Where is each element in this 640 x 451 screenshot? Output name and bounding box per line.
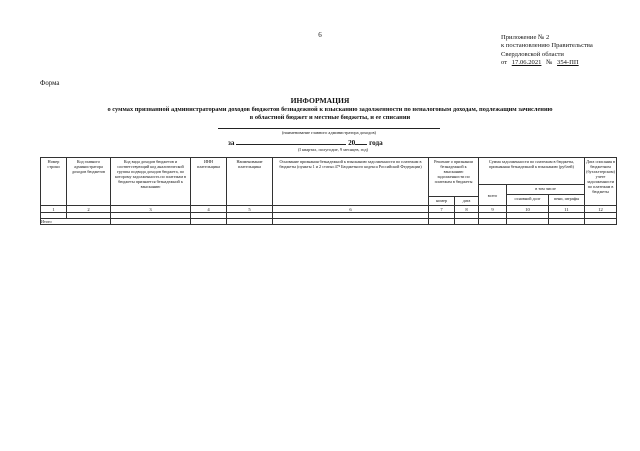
number-prefix: № [546, 59, 553, 67]
page-number: 6 [318, 31, 322, 39]
column-number: 6 [273, 206, 429, 213]
period-suffix: года [369, 139, 383, 147]
header-main-debt: основной долг [507, 195, 549, 206]
column-number: 8 [455, 206, 479, 213]
header-income-code: Код вида доходов бюджетов и соответствующий код аналитической группы подвида доходов бюджета, по которому задолженность по платежам в бюджеты признается безнадежной к взысканию [111, 158, 191, 206]
column-number: 3 [111, 206, 191, 213]
number-value: 354-ПП [557, 59, 579, 67]
header-inn: ИНН плательщика [191, 158, 227, 206]
year-prefix: 20 [348, 139, 356, 147]
date-prefix: от [501, 59, 508, 67]
column-number: 7 [429, 206, 455, 213]
annex-date-line [501, 59, 593, 67]
column-number: 5 [227, 206, 273, 213]
header-decision-number: номер [429, 197, 455, 206]
column-number-row [41, 206, 617, 213]
info-table [40, 157, 617, 225]
header-penalties: пени, штрафы [549, 195, 585, 206]
header-payer-name: Наименование плательщика [227, 158, 273, 206]
column-number: 1 [41, 206, 67, 213]
subtitle-line-1: о суммах признанной администраторами доходов бюджетов безнадежной к взысканию задолженности по неналоговым доходам, подлежащим зачислению [107, 106, 553, 113]
header-admin-code: Код главного администратора доходов бюджетов [67, 158, 111, 206]
period-prefix: за [228, 139, 235, 147]
total-label: Итого [41, 219, 111, 225]
header-basis: Основание признания безнадежной к взысканию задолженности по платежам в бюджеты (пункты 1 и 2 статьи 47² Бюджетного кодекса Российской Федерации) [273, 158, 429, 206]
period-row [228, 138, 438, 147]
column-number: 10 [507, 206, 549, 213]
header-decision-date: дата [455, 197, 479, 206]
header-debt-sum: Сумма задолженности по платежам в бюджеты, признанная безнадежной к взысканию (рублей) [479, 158, 585, 185]
admin-name-field [218, 128, 440, 129]
date-value: 17.06.2021 [511, 59, 542, 67]
header-total: всего [479, 185, 507, 206]
document-title: ИНФОРМАЦИЯ [290, 96, 350, 105]
admin-name-caption: (наименование главного администратора доходов) [281, 130, 377, 135]
column-number: 11 [549, 206, 585, 213]
annex-line-2: к постановлению Правительства [501, 42, 593, 50]
subtitle-line-2: в областной бюджет и местные бюджеты, и ее списании [249, 114, 411, 121]
column-number: 4 [191, 206, 227, 213]
header-decision: Решение о признании безнадежной к взысканию задолженности по платежам в бюджеты [429, 158, 479, 197]
document-subtitle [60, 106, 600, 122]
period-blank [236, 138, 346, 145]
column-number: 12 [585, 206, 617, 213]
form-label: Форма [40, 80, 60, 87]
header-writeoff-date: Дата списания в бюджетном (бухгалтерском) учете задолженности по платежам в бюджеты [585, 158, 617, 206]
year-blank [355, 138, 367, 145]
header-including: в том числе [507, 185, 585, 195]
annex-line-3: Свердловской области [501, 50, 564, 58]
header-row-number: Номер строки [41, 158, 67, 206]
total-row [41, 219, 617, 225]
column-number: 2 [67, 206, 111, 213]
annex-block [501, 34, 593, 68]
annex-line-1: Приложение № 2 [501, 34, 550, 41]
period-caption: (I квартал, полугодие, 9 месяцев, год) [297, 147, 369, 152]
column-number: 9 [479, 206, 507, 213]
